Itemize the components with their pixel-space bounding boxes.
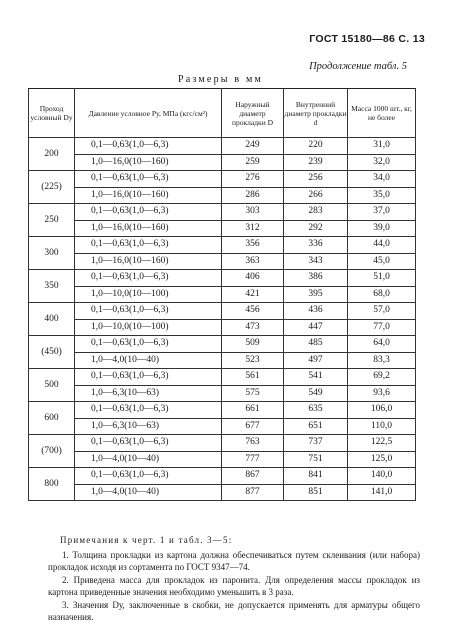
cell-dy: 200 <box>29 138 75 171</box>
cell-mass: 69,2 <box>348 369 416 386</box>
table-row <box>29 253 416 270</box>
cell-mass: 39,0 <box>348 220 416 237</box>
cell-inner-diameter: 395 <box>284 286 348 303</box>
cell-pressure: 0,1—0,63(1,0—6,3) <box>75 303 222 320</box>
cell-mass: 37,0 <box>348 204 416 221</box>
cell-inner-diameter: 447 <box>284 319 348 336</box>
cell-pressure: 1,0—16,0(10—160) <box>75 220 222 237</box>
cell-outer-diameter: 406 <box>222 270 284 287</box>
cell-pressure: 1,0—16,0(10—160) <box>75 253 222 270</box>
cell-mass: 31,0 <box>348 138 416 155</box>
cell-dy: 300 <box>29 237 75 270</box>
note-item: 1. Толщина прокладки из картона должна обеспечиваться путем склеивания (или набора) прокладок исходя из сортамента по ГОСТ 9347—74. <box>48 550 420 572</box>
notes-section <box>48 534 420 624</box>
dimensions-label: Размеры в мм <box>178 74 264 85</box>
cell-outer-diameter: 677 <box>222 418 284 435</box>
cell-pressure: 0,1—0,63(1,0—6,3) <box>75 171 222 188</box>
cell-outer-diameter: 877 <box>222 484 284 501</box>
cell-pressure: 0,1—0,63(1,0—6,3) <box>75 237 222 254</box>
col-header-mass: Масса 1000 шт., кг, не более <box>348 89 416 138</box>
note-item: 3. Значения Dу, заключенные в скобки, не допускается применять для арматуры общего назначения. <box>48 600 420 622</box>
cell-pressure: 0,1—0,63(1,0—6,3) <box>75 336 222 353</box>
cell-inner-diameter: 386 <box>284 270 348 287</box>
table-row <box>29 220 416 237</box>
cell-inner-diameter: 220 <box>284 138 348 155</box>
cell-outer-diameter: 867 <box>222 468 284 485</box>
cell-inner-diameter: 851 <box>284 484 348 501</box>
cell-inner-diameter: 541 <box>284 369 348 386</box>
cell-inner-diameter: 497 <box>284 352 348 369</box>
cell-pressure: 1,0—6,3(10—63) <box>75 385 222 402</box>
note-item: 2. Приведена масса для прокладок из паронита. Для определения массы прокладок из картона приведенные значения необходимо уменьшить в 3 раза. <box>48 575 420 597</box>
cell-mass: 83,3 <box>348 352 416 369</box>
cell-inner-diameter: 751 <box>284 451 348 468</box>
table-row <box>29 468 416 485</box>
cell-pressure: 0,1—0,63(1,0—6,3) <box>75 435 222 452</box>
cell-mass: 64,0 <box>348 336 416 353</box>
cell-inner-diameter: 635 <box>284 402 348 419</box>
table-row <box>29 319 416 336</box>
cell-outer-diameter: 763 <box>222 435 284 452</box>
table-row <box>29 352 416 369</box>
cell-mass: 57,0 <box>348 303 416 320</box>
cell-outer-diameter: 259 <box>222 154 284 171</box>
table-row <box>29 369 416 386</box>
table-row <box>29 402 416 419</box>
cell-mass: 51,0 <box>348 270 416 287</box>
cell-mass: 35,0 <box>348 187 416 204</box>
cell-dy: (450) <box>29 336 75 369</box>
cell-pressure: 0,1—0,63(1,0—6,3) <box>75 204 222 221</box>
cell-pressure: 1,0—4,0(10—40) <box>75 451 222 468</box>
cell-pressure: 0,1—0,63(1,0—6,3) <box>75 138 222 155</box>
notes-heading: Примечания к черт. 1 и табл. 3—5: <box>60 535 233 545</box>
table-row <box>29 451 416 468</box>
col-header-dy: Проход условный Dу <box>29 89 75 138</box>
table-row <box>29 286 416 303</box>
cell-inner-diameter: 436 <box>284 303 348 320</box>
cell-pressure: 1,0—16,0(10—160) <box>75 187 222 204</box>
cell-outer-diameter: 575 <box>222 385 284 402</box>
table-row <box>29 484 416 501</box>
cell-mass: 32,0 <box>348 154 416 171</box>
col-header-outer-diameter: Наружный диаметр прокладки D <box>222 89 284 138</box>
table-header-row <box>29 89 416 138</box>
cell-mass: 110,0 <box>348 418 416 435</box>
table-row <box>29 154 416 171</box>
table-row <box>29 270 416 287</box>
table-row <box>29 303 416 320</box>
cell-outer-diameter: 249 <box>222 138 284 155</box>
cell-mass: 106,0 <box>348 402 416 419</box>
cell-outer-diameter: 523 <box>222 352 284 369</box>
cell-dy: 800 <box>29 468 75 501</box>
cell-pressure: 1,0—16,0(10—160) <box>75 154 222 171</box>
cell-mass: 45,0 <box>348 253 416 270</box>
table-row <box>29 435 416 452</box>
page-header: ГОСТ 15180—86 С. 13 <box>309 33 425 45</box>
table-row <box>29 138 416 155</box>
cell-outer-diameter: 509 <box>222 336 284 353</box>
table-row <box>29 237 416 254</box>
cell-pressure: 1,0—4,0(10—40) <box>75 352 222 369</box>
cell-dy: (700) <box>29 435 75 468</box>
cell-inner-diameter: 841 <box>284 468 348 485</box>
table-continuation-label: Продолжение табл. 5 <box>309 61 407 72</box>
table-row <box>29 187 416 204</box>
cell-mass: 34,0 <box>348 171 416 188</box>
cell-mass: 77,0 <box>348 319 416 336</box>
cell-dy: 350 <box>29 270 75 303</box>
cell-outer-diameter: 421 <box>222 286 284 303</box>
cell-pressure: 0,1—0,63(1,0—6,3) <box>75 402 222 419</box>
table-row <box>29 171 416 188</box>
cell-mass: 68,0 <box>348 286 416 303</box>
cell-inner-diameter: 485 <box>284 336 348 353</box>
table-body <box>29 138 416 501</box>
cell-inner-diameter: 737 <box>284 435 348 452</box>
cell-inner-diameter: 549 <box>284 385 348 402</box>
cell-dy: (225) <box>29 171 75 204</box>
cell-inner-diameter: 651 <box>284 418 348 435</box>
cell-pressure: 1,0—4,0(10—40) <box>75 484 222 501</box>
cell-dy: 250 <box>29 204 75 237</box>
cell-dy: 600 <box>29 402 75 435</box>
cell-outer-diameter: 286 <box>222 187 284 204</box>
cell-mass: 141,0 <box>348 484 416 501</box>
cell-pressure: 0,1—0,63(1,0—6,3) <box>75 270 222 287</box>
cell-mass: 125,0 <box>348 451 416 468</box>
cell-mass: 93,6 <box>348 385 416 402</box>
cell-dy: 400 <box>29 303 75 336</box>
cell-inner-diameter: 292 <box>284 220 348 237</box>
cell-outer-diameter: 473 <box>222 319 284 336</box>
cell-inner-diameter: 266 <box>284 187 348 204</box>
cell-mass: 140,0 <box>348 468 416 485</box>
cell-pressure: 0,1—0,63(1,0—6,3) <box>75 468 222 485</box>
cell-inner-diameter: 239 <box>284 154 348 171</box>
cell-outer-diameter: 312 <box>222 220 284 237</box>
table-row <box>29 385 416 402</box>
cell-outer-diameter: 661 <box>222 402 284 419</box>
cell-dy: 500 <box>29 369 75 402</box>
cell-outer-diameter: 456 <box>222 303 284 320</box>
cell-outer-diameter: 276 <box>222 171 284 188</box>
col-header-inner-diameter: Внутренний диаметр прокладки d <box>284 89 348 138</box>
cell-mass: 122,5 <box>348 435 416 452</box>
cell-pressure: 0,1—0,63(1,0—6,3) <box>75 369 222 386</box>
cell-outer-diameter: 363 <box>222 253 284 270</box>
cell-outer-diameter: 777 <box>222 451 284 468</box>
cell-pressure: 1,0—10,0(10—100) <box>75 286 222 303</box>
cell-outer-diameter: 356 <box>222 237 284 254</box>
table-row <box>29 418 416 435</box>
cell-inner-diameter: 343 <box>284 253 348 270</box>
table-row <box>29 204 416 221</box>
cell-mass: 44,0 <box>348 237 416 254</box>
cell-pressure: 1,0—6,3(10—63) <box>75 418 222 435</box>
gasket-dimensions-table <box>28 88 416 501</box>
cell-inner-diameter: 256 <box>284 171 348 188</box>
cell-pressure: 1,0—10,0(10—100) <box>75 319 222 336</box>
cell-outer-diameter: 561 <box>222 369 284 386</box>
cell-outer-diameter: 303 <box>222 204 284 221</box>
col-header-pressure: Давление условное Pу, МПа (кгс/см²) <box>75 89 222 138</box>
table-row <box>29 336 416 353</box>
cell-inner-diameter: 283 <box>284 204 348 221</box>
cell-inner-diameter: 336 <box>284 237 348 254</box>
